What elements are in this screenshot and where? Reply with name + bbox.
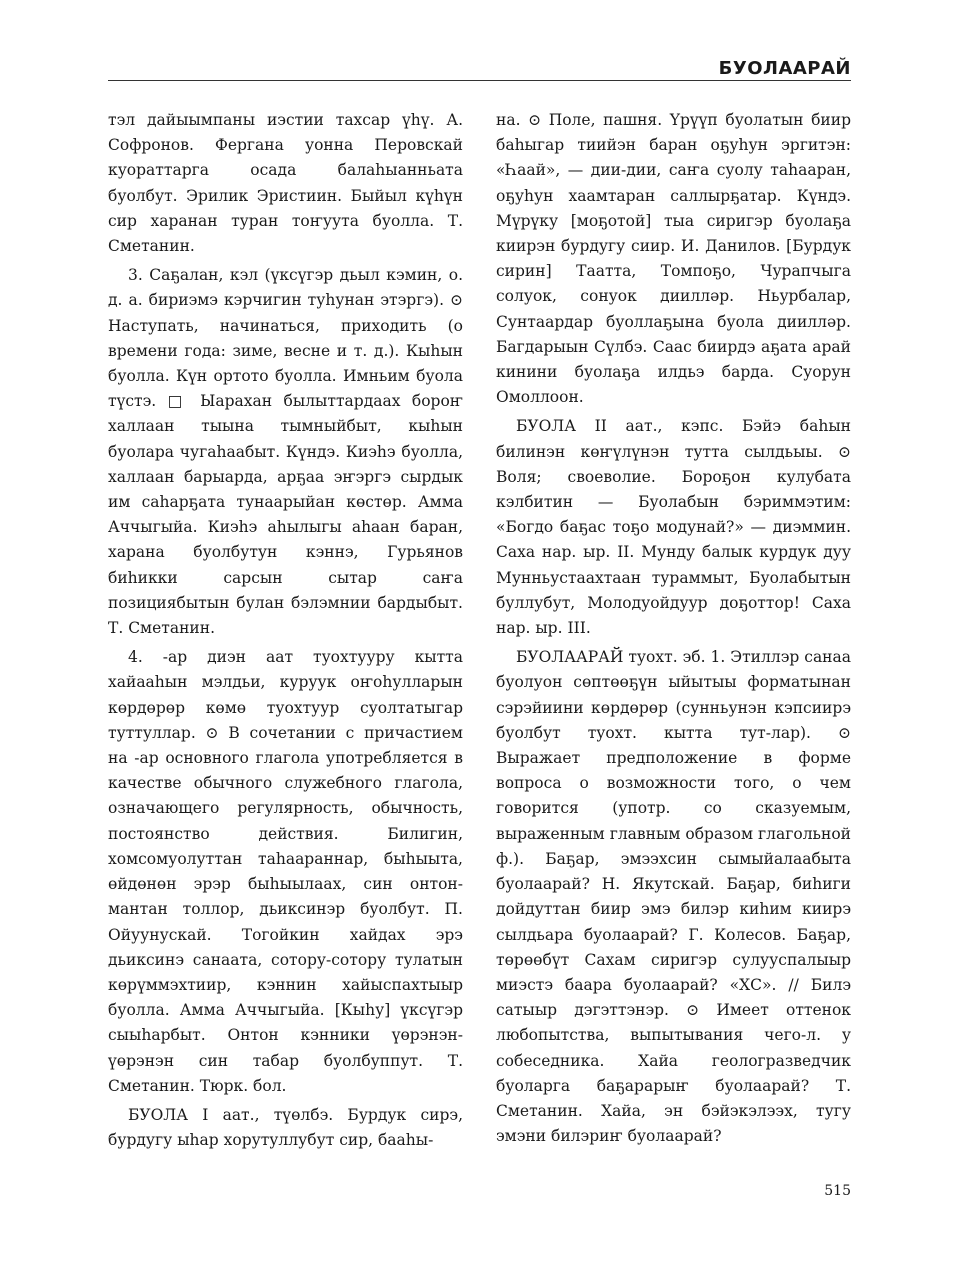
entry-buola-1: БУОЛА I аат., түөлбэ. Бурдук сирэ, бурдугу ыһар хорутуллубут сир, бааһы- — [108, 1105, 463, 1150]
entry-buolaaray: БУОЛААРАЙ туохт. эб. 1. Этиллэр санаа буолуон сөптөөҕүн ыйытыы форматынан сэрэйиини көрдөрөр (сунньунэн кэпсиирэ буолбут туохт. кытта тут-лар). ⊙ Выражает предположение в форме вопроса о возможности того, о чем говорится (употр. со сказуемым, выраженным главным образом глагольной ф.). Баҕар, эмээхсин сымыйалаабыта буолаарай? Н. Якутскай. Баҕар, биһиги дойдуттан биир эмэ билэр киһим киирэ сылдьара буолаарай? Г. Колесов. Баҕар, төрөөбүт Сахам сиригэр сулууспалыыр миэстэ баара буолаарай? «ХС». // Билэ сатыыр дэгэттэнэр. ⊙ Имеет оттенок любопытства, выпытывания чего-л. у собеседника. Хайа геологразведчик буоларга баҕарарыҥ буолаарай? Т. Сметанин. Хайа, эн бэйэкэлээх, тугу эмэни билэриҥ буолаарай? — [496, 648, 851, 1146]
left-paragraph-2: 3. Саҕалан, кэл (үксүгэр дьыл кэмин, о. д. а. бириэмэ кэрчигин туһунан этэргэ). ⊙ Наступать, начинаться, приходить (о времени года: зиме, весне и т. д.). Кыһын буолла. Күн ортото буолла. Имньим буола түстэ. □ Ыарахан былыттардаах бороҥ халлаан тыына тымныйбыт, кыһын буолара чугаһаабыт. Күндэ. Киэһэ буолла, халлаан барыарда, арҕаа эҥэргэ сырдык им саһарҕата тунаарыйан көстөр. Амма Аччыгыйа. Киэһэ аһылыгы аһаан баран, харана буолбутун кэннэ, Гурьянов биһикки сарсын сытар саҥа позициябытын булан бэлэмнии бардыбыт. Т. Сметанин. — [108, 266, 463, 638]
right-column — [496, 108, 851, 1149]
running-head: БУОЛААРАЙ — [718, 58, 851, 79]
left-paragraph-3: 4. -ар диэн аат туохтууру кытта хайааһын мэлдьи, куруук оҥоһулларын көрдөрөр көмө туохтуур суолтатыгар туттуллар. ⊙ В сочетании с причастием на -ар основного глагола употребляется в качестве обычного служебного глагола, означающего регулярность, обычность, постоянство действия. Билигин, хомсомуолуттан таһаараннар, быһыыта, өйдөнөн эрэр быһыылаах, син онтон-мантан толлор, дьиксинэр буолбут. П. Ойуунускай. Тогойкин хайдах эрэ дьиксинэ санаата, сотору-сотору тулатын көрүммэхтиир, кэннин хайыспахтыыр буолла. Амма Аччыгыйа. [Кыһу] үксүгэр сыыһарбыт. Онтон кэнники үөрэнэн-үөрэнэн син табар буолбуппут. Т. Сметанин. Тюрк. бол. — [108, 648, 463, 1095]
left-paragraph-1: тэл дайыымпаны иэстии тахсар үһү. А. Софронов. Фергана уонна Перовскай куораттарга осада балаһыанньата буолбут. Эрилик Эристиин. Быйыл күһүн сир харанан туран тоҥуута буолла. Т. Сметанин. — [108, 111, 463, 256]
left-column — [108, 108, 463, 1153]
page-number: 515 — [824, 1183, 851, 1199]
right-paragraph-1: на. ⊙ Поле, пашня. Үрүүп буолатын биир баһыгар тиийэн баран оҕуһун эргитэн: «Һаай», — дии-дии, саҥа суолу таһааран, оҕуһун хаамтаран саллырҕатар. Күндэ. Мүрүку [моҕотой] тыа сиригэр буолаҕа киирэн бурдугу сиир. И. Данилов. [Бурдук сирин] Таатта, Томпоҕо, Чурапчыга солуок, сонуок диилләр. Ньурбалар, Сунтаардар буоллаҕына буола диилләр. Багдарыын Сүлбэ. Саас биирдэ аҕата арай кинини буолаҕа илдьэ барда. Суорун Омоллоон. — [496, 111, 851, 407]
entry-buola-2: БУОЛА II аат., кэпс. Бэйэ баһын билинэн көҥүлүнэн тутта сылдьыы. ⊙ Воля; своеволие. Бороҕон кулубата кэлбитин — Буолабын бэриммэтим: «Богдо баҕас тоҕо модунай?» — диэммин. Саха нар. ыр. II. Мунду балык курдук дуу Мунньустаахтаан тураммыт, Буолабытын буллубут, Молодуойдуур доҕоттор! Саха нар. ыр. III. — [496, 417, 851, 638]
header-rule — [108, 80, 851, 81]
